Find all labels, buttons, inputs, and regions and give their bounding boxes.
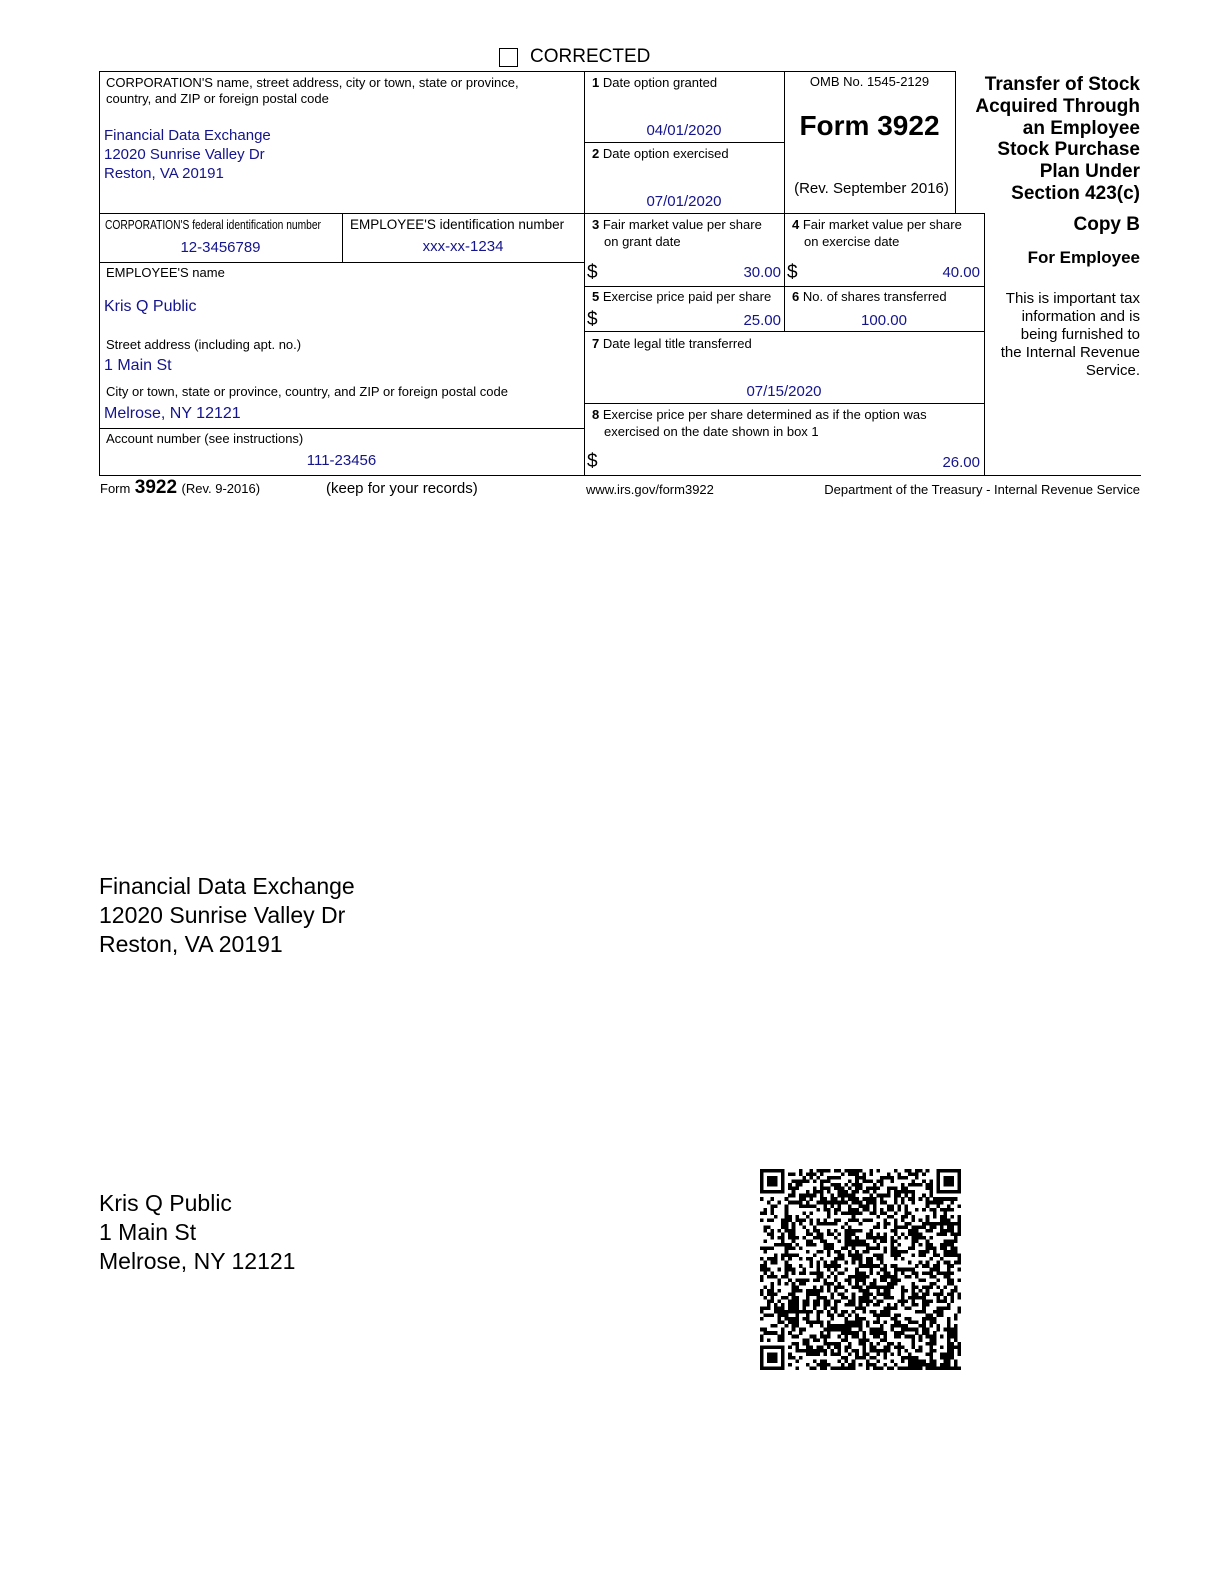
qr-code-icon bbox=[760, 1169, 961, 1370]
omb-revision: (Rev. September 2016) bbox=[794, 180, 949, 197]
box8-label-2: exercised on the date shown in box 1 bbox=[604, 424, 819, 439]
box5-value: 25.00 bbox=[743, 312, 781, 329]
box4-value: 40.00 bbox=[942, 264, 980, 281]
box1-label: 1 Date option granted bbox=[592, 75, 718, 90]
footer-keep: (keep for your records) bbox=[326, 480, 478, 497]
box7-value: 07/15/2020 bbox=[746, 383, 822, 400]
street-label: Street address (including apt. no.) bbox=[106, 337, 302, 352]
street-value: 1 Main St bbox=[104, 357, 172, 374]
corp-fed-id-label: CORPORATION'S federal identification number bbox=[105, 218, 321, 232]
box5-label: 5 Exercise price paid per share bbox=[592, 289, 772, 304]
footer-dept: Department of the Treasury - Internal Revenue Service bbox=[824, 482, 1140, 497]
box8-label: 8 Exercise price per share determined as if the option was bbox=[592, 407, 927, 422]
box3-label-2: on grant date bbox=[604, 234, 681, 249]
box1-value: 04/01/2020 bbox=[646, 122, 722, 139]
footer-url: www.irs.gov/form3922 bbox=[586, 482, 714, 497]
sender-address: Financial Data Exchange 12020 Sunrise Valley Dr Reston, VA 20191 bbox=[99, 873, 355, 957]
box3-label: 3 Fair market value per share bbox=[592, 217, 762, 232]
box4-label-2: on exercise date bbox=[804, 234, 900, 249]
box3-value: 30.00 bbox=[743, 264, 781, 281]
corp-fed-id-value: 12-3456789 bbox=[180, 239, 261, 256]
employee-name-value: Kris Q Public bbox=[104, 298, 197, 315]
box2-label: 2 Date option exercised bbox=[592, 146, 729, 161]
account-label: Account number (see instructions) bbox=[106, 431, 304, 446]
corporation-city: Reston, VA 20191 bbox=[104, 165, 224, 182]
corporation-label: CORPORATION'S name, street address, city or town, state or province, bbox=[106, 75, 519, 90]
omb-number: OMB No. 1545-2129 bbox=[809, 74, 930, 89]
employee-name-label: EMPLOYEE'S name bbox=[106, 265, 225, 280]
box6-label: 6 No. of shares transferred bbox=[792, 289, 947, 304]
box2-value: 07/01/2020 bbox=[646, 193, 722, 210]
box8-value: 26.00 bbox=[942, 454, 980, 471]
corporation-name: Financial Data Exchange bbox=[104, 127, 271, 144]
copy-title: Copy B bbox=[1073, 214, 1140, 235]
city-value: Melrose, NY 12121 bbox=[104, 405, 241, 422]
form-title: Transfer of Stock Acquired Through an Employee Stock Purchase Plan Under Section 423(c) bbox=[975, 74, 1140, 204]
box8-currency: $ bbox=[587, 451, 598, 472]
box4-currency: $ bbox=[787, 262, 798, 283]
employee-id-value: xxx-xx-1234 bbox=[422, 238, 504, 255]
footer-form-id: Form 3922 (Rev. 9-2016) bbox=[100, 477, 261, 498]
copy-subtitle: For Employee bbox=[1027, 248, 1140, 267]
corrected-label: CORRECTED bbox=[530, 46, 651, 67]
account-value: 111-23456 bbox=[306, 452, 377, 469]
form-number-title: Form 3922 bbox=[799, 110, 940, 141]
corporation-street: 12020 Sunrise Valley Dr bbox=[104, 146, 265, 163]
box7-label: 7 Date legal title transferred bbox=[592, 336, 752, 351]
city-label: City or town, state or province, country, and ZIP or foreign postal code bbox=[106, 384, 508, 399]
box3-currency: $ bbox=[587, 262, 598, 283]
employee-id-label: EMPLOYEE'S identification number bbox=[350, 217, 565, 232]
copy-notice: This is important tax information and is being furnished to the Internal Revenue Service. bbox=[1000, 290, 1140, 379]
box6-value: 100.00 bbox=[861, 312, 907, 329]
corporation-label-2: country, and ZIP or foreign postal code bbox=[106, 91, 329, 106]
box5-currency: $ bbox=[587, 309, 598, 330]
box4-label: 4 Fair market value per share bbox=[792, 217, 962, 232]
corrected-checkbox[interactable] bbox=[499, 48, 518, 67]
recipient-address: Kris Q Public 1 Main St Melrose, NY 12121 bbox=[99, 1190, 296, 1274]
